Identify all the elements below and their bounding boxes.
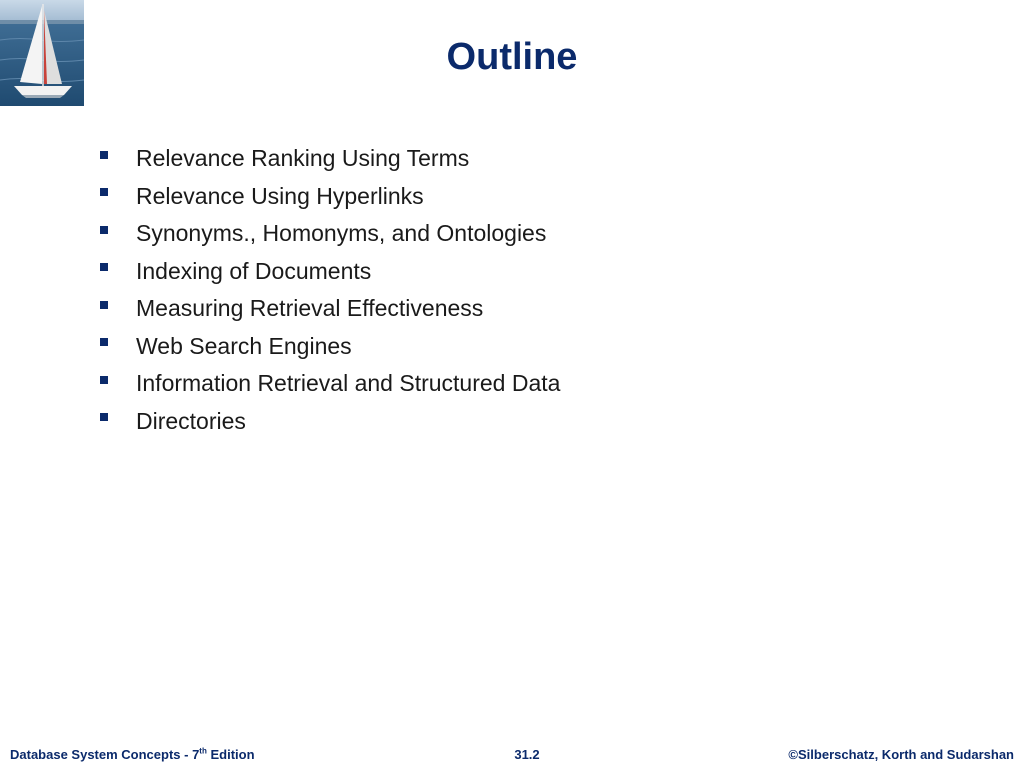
square-bullet-icon [100,301,108,309]
bullet-list [96,140,560,440]
square-bullet-icon [100,338,108,346]
footer-page-number: 31.2 [514,747,540,762]
bullet-text: Directories [136,407,246,434]
square-bullet-icon [100,413,108,421]
bullet-text: Information Retrieval and Structured Data [136,370,561,397]
square-bullet-icon [100,151,108,159]
square-bullet-icon [100,376,108,384]
square-bullet-icon [100,188,108,196]
bullet-text: Synonyms., Homonyms, and Ontologies [136,220,547,247]
bullet-text: Relevance Ranking Using Terms [136,145,470,172]
slide-title: Outline [446,36,578,78]
bullet-item [96,215,560,253]
bullet-text: Measuring Retrieval Effectiveness [136,295,484,322]
square-bullet-icon [100,226,108,234]
bullet-item [96,253,560,291]
bullet-text: Indexing of Documents [136,257,372,284]
square-bullet-icon [100,263,108,271]
footer-book-suffix: Edition [206,747,255,762]
bullet-item [96,290,560,328]
slide-footer [0,745,1024,765]
bullet-text: Relevance Using Hyperlinks [136,182,424,209]
bullet-item [96,178,560,216]
bullet-item [96,140,560,178]
bullet-item [96,403,560,441]
bullet-item [96,328,560,366]
bullet-text: Web Search Engines [136,332,352,359]
footer-book-superscript: th [199,746,207,756]
footer-copyright: ©Silberschatz, Korth and Sudarshan [788,747,1014,762]
bullet-item [96,365,560,403]
footer-book-prefix: Database System Concepts - 7 [10,747,200,762]
